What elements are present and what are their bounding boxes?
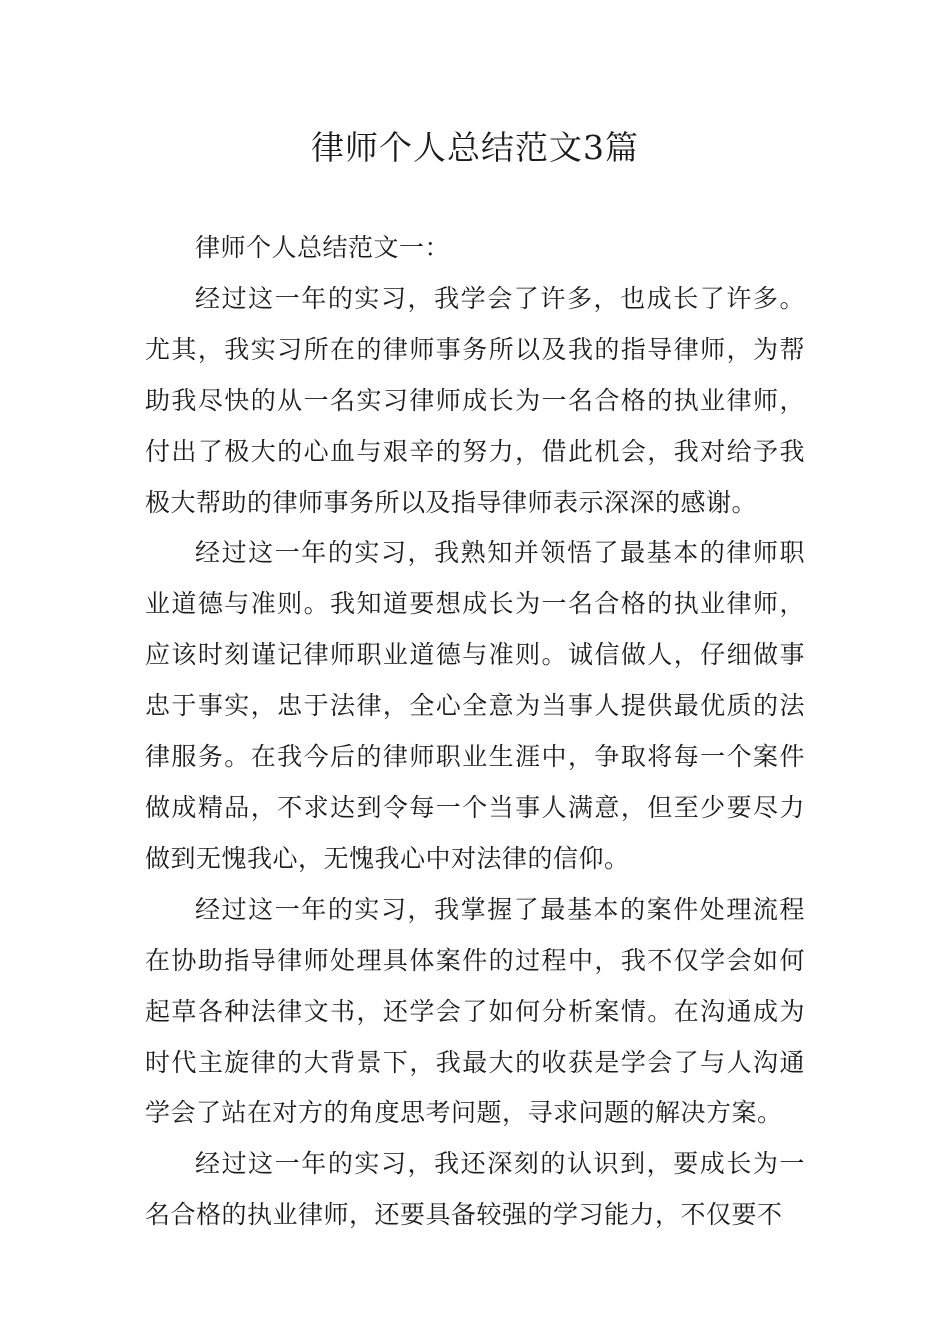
paragraph: 经过这一年的实习，我学会了许多，也成长了许多。尤其，我实习所在的律师事务所以及我的指导律师，为帮助我尽快的从一名实习律师成长为一名合格的执业律师，付出了极大的心血与艰辛的努力，借此机会，我对给予我极大帮助的律师事务所以及指导律师表示深深的感谢。 <box>145 283 805 517</box>
paragraph-heading: 律师个人总结范文一： <box>195 233 451 262</box>
paragraph: 经过这一年的实习，我熟知并领悟了最基本的律师职业道德与准则。我知道要想成长为一名合格的执业律师，应该时刻谨记律师职业道德与准则。诚信做人，仔细做事忠于事实，忠于法律，全心全意为当事人提供最优质的法律服务。在我今后的律师职业生涯中，争取将每一个案件做成精品，不求达到令每一个当事人满意，但至少要尽力做到无愧我心，无愧我心中对法律的信仰。 <box>145 538 805 873</box>
document-title: 律师个人总结范文3篇 <box>311 128 639 167</box>
document-body <box>145 223 805 1241</box>
paragraph: 经过这一年的实习，我还深刻的认识到，要成长为一名合格的执业律师，还要具备较强的学习能力，不仅要不 <box>145 1149 805 1230</box>
paragraph: 经过这一年的实习，我掌握了最基本的案件处理流程在协助指导律师处理具体案件的过程中，我不仅学会如何起草各种法律文书，还学会了如何分析案情。在沟通成为时代主旋律的大背景下，我最大的收获是学会了与人沟通学会了站在对方的角度思考问题，寻求问题的解决方案。 <box>145 894 805 1128</box>
